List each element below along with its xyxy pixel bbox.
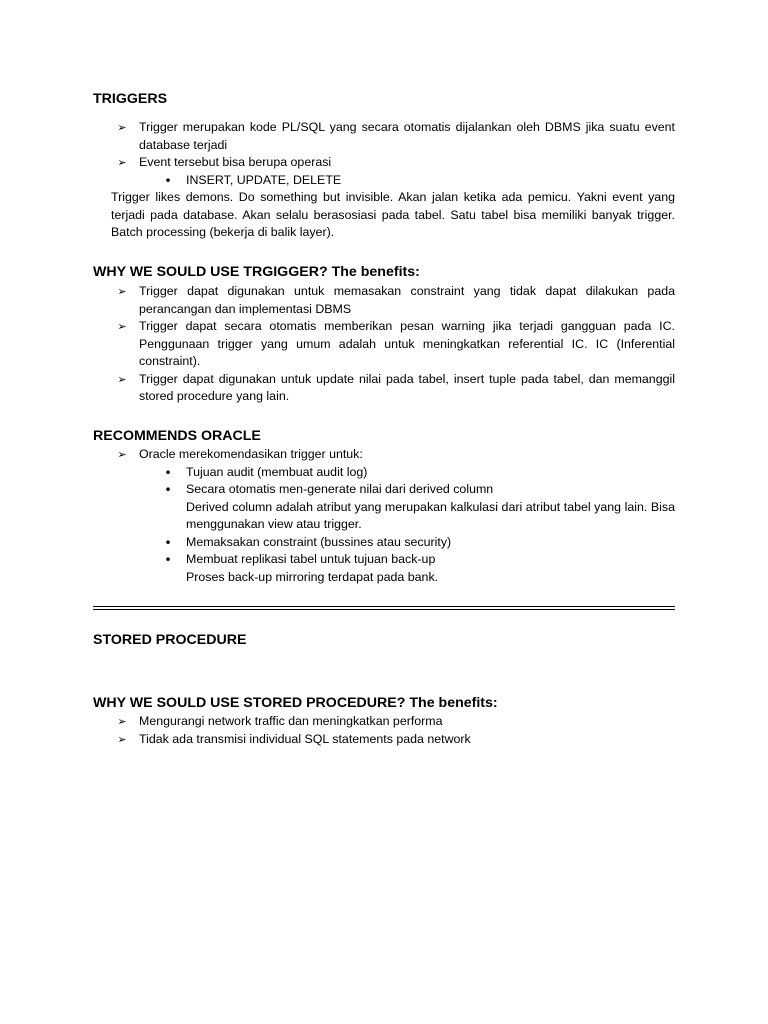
arrow-bullet-icon: ➢ — [117, 285, 127, 298]
why-trigger-list — [93, 283, 675, 406]
sublist-item — [139, 172, 675, 190]
dot-bullet-icon: • — [164, 172, 172, 188]
list-item-text: Mengurangi network traffic dan meningkatkan performa — [139, 714, 443, 728]
sublist-item — [139, 481, 675, 534]
dot-bullet-icon: • — [164, 482, 172, 497]
arrow-bullet-icon: ➢ — [117, 156, 127, 169]
triggers-paragraph: Trigger likes demons. Do something but invisible. Akan jalan ketika ada pemicu. Yakni event yang terjadi pada database. Akan selalu berasosiasi pada tabel. Satu tabel bisa memiliki banyak trigger. Batch processing (bekerja di balik layer). — [111, 190, 675, 239]
oracle-list — [93, 446, 675, 586]
list-item — [93, 318, 675, 371]
heading-why-stored-procedure: WHY WE SOULD USE STORED PROCEDURE? The benefits: — [93, 695, 498, 711]
sublist-item-text: Memaksakan constraint (bussines atau security) — [186, 534, 452, 549]
triggers-list — [93, 119, 675, 189]
sublist-item-note: Proses back-up mirroring terdapat pada bank. — [186, 569, 439, 584]
dot-bullet-icon: • — [164, 534, 172, 550]
list-item — [93, 731, 675, 749]
list-item-text: Oracle merekomendasikan trigger untuk: — [139, 447, 363, 461]
list-item-text: Event tersebut bisa berupa operasi — [139, 155, 332, 169]
list-item-text: Tidak ada transmisi individual SQL statements pada network — [139, 731, 471, 746]
heading-stored-procedure: STORED PROCEDURE — [93, 632, 247, 648]
arrow-bullet-icon: ➢ — [117, 121, 127, 134]
sublist-item-text: Membuat replikasi tabel untuk tujuan back-up — [186, 552, 436, 566]
sublist-item-text: Secara otomatis men-generate nilai dari derived column — [186, 482, 494, 496]
list-item-text: Trigger dapat secara otomatis memberikan pesan warning jika terjadi gangguan pada IC. Penggunaan trigger yang umum adalah untuk meningkatkan referential IC. IC (Inferential constraint). — [139, 319, 675, 368]
heading-why-trigger: WHY WE SOULD USE TRGIGGER? The benefits: — [93, 264, 420, 280]
arrow-bullet-icon: ➢ — [117, 715, 127, 728]
sublist-item — [139, 551, 675, 586]
oracle-sublist — [139, 464, 675, 587]
operations-sublist — [139, 172, 675, 190]
dot-bullet-icon: • — [164, 552, 172, 567]
sublist-item — [139, 534, 675, 552]
list-item — [93, 713, 675, 731]
list-item-text: Trigger dapat digunakan untuk update nilai pada tabel, insert tuple pada tabel, dan memanggil stored procedure yang lain. — [139, 371, 675, 403]
list-item-text: Trigger merupakan kode PL/SQL yang secara otomatis dijalankan oleh DBMS jika suatu event database terjadi — [139, 120, 675, 152]
sublist-item-text: Tujuan audit (membuat audit log) — [186, 464, 368, 479]
arrow-bullet-icon: ➢ — [117, 448, 127, 461]
sublist-item — [139, 464, 675, 482]
list-item — [93, 371, 675, 406]
section-divider — [93, 606, 675, 610]
why-stored-list — [93, 713, 675, 748]
heading-recommends-oracle: RECOMMENDS ORACLE — [93, 428, 261, 444]
list-item — [93, 446, 675, 586]
dot-bullet-icon: • — [164, 464, 172, 480]
arrow-bullet-icon: ➢ — [117, 732, 127, 746]
arrow-bullet-icon: ➢ — [117, 372, 127, 386]
list-item — [93, 154, 675, 189]
heading-triggers: TRIGGERS — [93, 91, 168, 107]
list-item-text: Trigger dapat digunakan untuk memasakan constraint yang tidak dapat dilakukan pada perancangan dan implementasi DBMS — [139, 284, 675, 316]
arrow-bullet-icon: ➢ — [117, 320, 127, 333]
sublist-item-text: INSERT, UPDATE, DELETE — [186, 172, 342, 187]
list-item — [93, 283, 675, 318]
list-item — [93, 119, 675, 154]
sublist-item-note: Derived column adalah atribut yang merupakan kalkulasi dari atribut tabel yang lain. Bisa menggunakan view atau trigger. — [186, 499, 675, 531]
